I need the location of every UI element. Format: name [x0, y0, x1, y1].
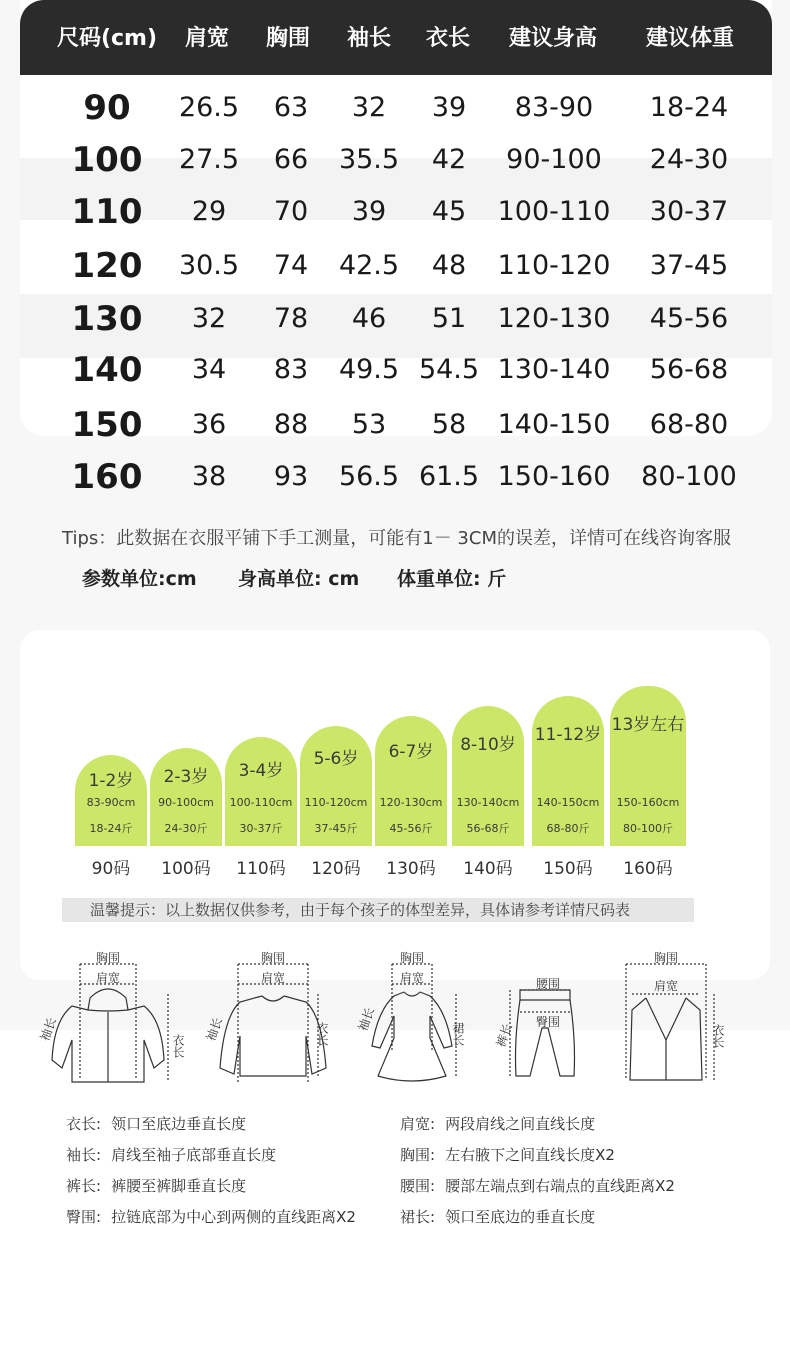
sweater-length-label: 衣长	[315, 1022, 329, 1046]
definition-desc: 腰部左端点到右端点的直线距离X2	[445, 1177, 675, 1195]
sweater-diagram	[200, 950, 350, 1090]
table-cell: 45-56	[649, 303, 729, 334]
age-label: 6-7岁	[388, 742, 434, 762]
table-cell: 37-45	[649, 250, 729, 281]
definition-item	[400, 1206, 595, 1227]
table-row	[0, 82, 790, 134]
definition-item	[66, 1206, 356, 1227]
sweater-shoulder-label: 肩宽	[260, 971, 286, 985]
table-cell: 80-100	[641, 461, 737, 492]
definition-term: 臀围:	[66, 1208, 102, 1226]
dress-sleeve-label: 袖长	[355, 1005, 378, 1034]
table-cell: 46	[351, 303, 387, 334]
pants-hip-label: 臀围	[535, 1015, 561, 1029]
age-bar	[610, 686, 686, 846]
table-cell: 68-80	[649, 409, 729, 440]
vest-chest-label: 胸围	[653, 951, 679, 965]
header-height: 建议身高	[508, 26, 598, 51]
size-cell: 100	[71, 140, 143, 180]
table-cell: 30.5	[178, 250, 240, 281]
table-cell: 100-110	[497, 196, 611, 227]
size-code-label: 160码	[623, 859, 673, 879]
age-bar	[225, 737, 297, 846]
jacket-diagram	[28, 950, 188, 1090]
definition-term: 肩宽:	[400, 1115, 436, 1133]
table-row	[0, 240, 790, 292]
header-weight: 建议体重	[645, 26, 735, 51]
age-label: 2-3岁	[163, 767, 209, 787]
age-bar	[452, 706, 524, 846]
definition-desc: 领口至底边垂直长度	[111, 1115, 247, 1133]
age-label: 5-6岁	[313, 749, 359, 769]
size-cell: 90	[83, 88, 131, 128]
table-cell: 24-30	[649, 144, 729, 175]
table-cell: 63	[273, 92, 309, 123]
table-cell: 18-24	[649, 92, 729, 123]
size-code-label: 130码	[386, 859, 436, 879]
table-cell: 88	[273, 409, 309, 440]
table-cell: 45	[431, 196, 467, 227]
definition-item	[400, 1175, 675, 1196]
table-cell: 130-140	[497, 354, 611, 385]
age-bar	[75, 755, 147, 846]
table-cell: 42	[431, 144, 467, 175]
definition-term: 胸围:	[400, 1146, 436, 1164]
weight-unit: 体重单位: 斤	[397, 568, 507, 590]
table-cell: 53	[351, 409, 387, 440]
size-code-label: 150码	[543, 859, 593, 879]
table-cell: 78	[273, 303, 309, 334]
table-cell: 110-120	[497, 250, 611, 281]
weight-range-label: 18-24斤	[89, 822, 133, 835]
size-cell: 150	[71, 405, 143, 445]
size-code-label: 100码	[161, 859, 211, 879]
height-range-label: 90-100cm	[158, 796, 214, 809]
header-sleeve: 袖长	[346, 26, 392, 51]
table-cell: 30-37	[649, 196, 729, 227]
size-code-label: 110码	[236, 859, 286, 879]
table-cell: 35.5	[338, 144, 400, 175]
definition-item	[400, 1144, 615, 1165]
size-cell: 140	[71, 350, 143, 390]
weight-range-label: 68-80斤	[546, 822, 590, 835]
table-cell: 32	[351, 92, 387, 123]
weight-range-label: 37-45斤	[314, 822, 358, 835]
jacket-chest-label: 胸围	[95, 951, 121, 965]
table-cell: 51	[431, 303, 467, 334]
table-cell: 54.5	[418, 354, 480, 385]
size-code-label: 140码	[463, 859, 513, 879]
weight-range-label: 56-68斤	[466, 822, 510, 835]
table-cell: 93	[273, 461, 309, 492]
table-row	[0, 451, 790, 503]
table-cell: 39	[431, 92, 467, 123]
definition-item	[66, 1144, 276, 1165]
pants-length-label: 裤长	[493, 1021, 516, 1050]
table-cell: 39	[351, 196, 387, 227]
height-range-label: 110-120cm	[304, 796, 368, 809]
age-label: 1-2岁	[88, 771, 134, 791]
table-row	[0, 186, 790, 238]
height-range-label: 120-130cm	[379, 796, 443, 809]
definition-item	[400, 1113, 595, 1134]
height-range-label: 83-90cm	[86, 796, 136, 809]
tips-text: Tips：此数据在衣服平铺下手工测量，可能有1－ 3CM的误差，详情可在线咨询客服	[62, 528, 731, 549]
vest-diagram	[610, 950, 730, 1090]
definition-desc: 拉链底部为中心到两侧的直线距离X2	[111, 1208, 356, 1226]
param-unit: 参数单位:cm	[82, 568, 197, 590]
table-cell: 36	[191, 409, 227, 440]
size-cell: 160	[71, 457, 143, 497]
definition-desc: 领口至底边的垂直长度	[445, 1208, 596, 1226]
size-table-header	[20, 0, 772, 75]
table-cell: 26.5	[178, 92, 240, 123]
table-cell: 74	[273, 250, 309, 281]
age-label: 13岁左右	[611, 715, 685, 735]
table-cell: 120-130	[497, 303, 611, 334]
header-length: 衣长	[425, 26, 471, 51]
age-bar	[532, 696, 604, 846]
table-cell: 66	[273, 144, 309, 175]
size-cell: 130	[71, 299, 143, 339]
table-cell: 27.5	[178, 144, 240, 175]
header-chest: 胸围	[265, 26, 311, 51]
table-row	[0, 134, 790, 186]
definition-item	[66, 1113, 246, 1134]
vest-length-label: 衣长	[711, 1024, 725, 1048]
sweater-sleeve-label: 袖长	[203, 1015, 226, 1044]
table-cell: 58	[431, 409, 467, 440]
definition-term: 衣长:	[66, 1115, 102, 1133]
age-label: 3-4岁	[238, 761, 284, 781]
pants-diagram	[490, 950, 600, 1090]
table-cell: 32	[191, 303, 227, 334]
definition-desc: 裤腰至裤脚垂直长度	[111, 1177, 247, 1195]
jacket-shoulder-label: 肩宽	[95, 971, 121, 985]
definition-term: 腰围:	[400, 1177, 436, 1195]
pants-waist-label: 腰围	[535, 977, 561, 991]
table-cell: 150-160	[497, 461, 611, 492]
table-cell: 38	[191, 461, 227, 492]
dress-shoulder-label: 肩宽	[399, 971, 425, 985]
height-range-label: 150-160cm	[616, 796, 680, 809]
size-cell: 120	[71, 246, 143, 286]
table-cell: 34	[191, 354, 227, 385]
table-row	[0, 399, 790, 451]
age-label: 11-12岁	[534, 725, 602, 745]
table-cell: 42.5	[338, 250, 400, 281]
warm-tip: 温馨提示：以上数据仅供参考，由于每个孩子的体型差异，具体请参考详情尺码表	[62, 898, 694, 922]
age-label: 8-10岁	[460, 735, 516, 755]
table-cell: 56-68	[649, 354, 729, 385]
definition-desc: 左右腋下之间直线长度X2	[445, 1146, 615, 1164]
definition-desc: 肩线至袖子底部垂直长度	[111, 1146, 277, 1164]
size-cell: 110	[71, 192, 143, 232]
size-code-label: 90码	[91, 859, 131, 879]
table-cell: 29	[191, 196, 227, 227]
age-bar	[300, 726, 372, 846]
jacket-sleeve-label: 袖长	[37, 1015, 60, 1044]
height-range-label: 100-110cm	[229, 796, 293, 809]
dress-length-label: 裙长	[451, 1022, 465, 1046]
size-code-label: 120码	[311, 859, 361, 879]
height-unit: 身高单位: cm	[238, 568, 360, 590]
age-bar	[150, 748, 222, 846]
weight-range-label: 30-37斤	[239, 822, 283, 835]
definition-term: 裤长:	[66, 1177, 102, 1195]
height-range-label: 140-150cm	[536, 796, 600, 809]
jacket-length-label: 衣长	[171, 1034, 185, 1058]
dress-diagram	[352, 950, 472, 1090]
sweater-chest-label: 胸围	[260, 951, 286, 965]
table-cell: 90-100	[506, 144, 602, 175]
table-row	[0, 293, 790, 345]
weight-range-label: 80-100斤	[623, 822, 673, 835]
definition-item	[66, 1175, 246, 1196]
definition-desc: 两段肩线之间直线长度	[445, 1115, 596, 1133]
table-cell: 140-150	[497, 409, 611, 440]
header-size: 尺码(cm)	[56, 26, 158, 51]
height-range-label: 130-140cm	[456, 796, 520, 809]
definition-term: 袖长:	[66, 1146, 102, 1164]
table-cell: 70	[273, 196, 309, 227]
table-cell: 83	[273, 354, 309, 385]
dress-chest-label: 胸围	[399, 951, 425, 965]
age-bar	[375, 716, 447, 846]
header-shoulder: 肩宽	[184, 26, 230, 51]
weight-range-label: 24-30斤	[164, 822, 208, 835]
table-row	[0, 344, 790, 396]
table-cell: 83-90	[514, 92, 594, 123]
definition-term: 裙长:	[400, 1208, 436, 1226]
weight-range-label: 45-56斤	[389, 822, 433, 835]
table-cell: 49.5	[338, 354, 400, 385]
table-cell: 61.5	[418, 461, 480, 492]
table-cell: 56.5	[338, 461, 400, 492]
vest-shoulder-label: 肩宽	[653, 979, 679, 993]
table-cell: 48	[431, 250, 467, 281]
